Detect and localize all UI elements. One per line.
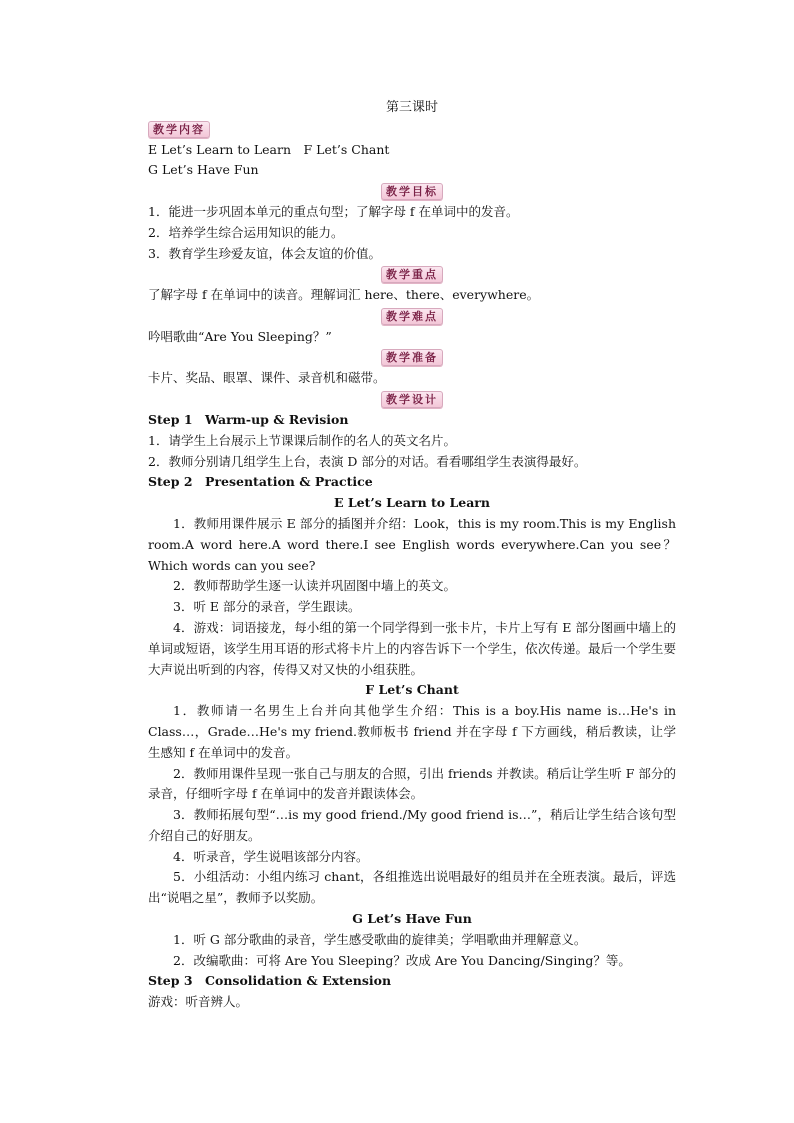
section-f-item: 1．教师请一名男生上台并向其他学生介绍：This is a boy.His name is…He's in Class…，Grade…He's my friend.教师板书 friend 并在字母 f 下方画线，稍后教读，让学生感知 f 在单词中的发音。 — [148, 703, 676, 760]
content-line: G Let’s Have Fun — [148, 162, 259, 178]
key-point-text: 了解字母 f 在单词中的读音。理解词汇 here、there、everywhere。 — [148, 287, 540, 303]
goals-header-row — [148, 181, 676, 202]
prep-header-row — [148, 348, 676, 369]
step3-heading: Step 3 Consolidation & Extension — [148, 973, 392, 989]
prep-header-badge: 教学准备 — [381, 349, 443, 366]
difficulty-header-row — [148, 306, 676, 327]
step2-heading: Step 2 Presentation & Practice — [148, 474, 373, 490]
content-header-badge: 教学内容 — [148, 121, 210, 138]
section-f-item: 3．教师拓展句型“…is my good friend./My good friend is…”，稍后让学生结合该句型介绍自己的好朋友。 — [148, 807, 676, 843]
section-g-item: 1．听 G 部分歌曲的录音，学生感受歌曲的旋律美；学唱歌曲并理解意义。 — [173, 931, 587, 947]
section-g-heading: G Let’s Have Fun — [352, 911, 472, 927]
section-e-item: 2．教师帮助学生逐一认读并巩固图中墙上的英文。 — [173, 578, 456, 594]
design-header-row — [148, 389, 676, 410]
key-header-badge: 教学重点 — [381, 266, 443, 283]
lesson-title: 第三课时 — [385, 100, 438, 115]
step1-item: 2．教师分别请几组学生上台，表演 D 部分的对话。看看哪组学生表演得最好。 — [148, 453, 587, 469]
lesson-plan — [148, 98, 676, 1013]
section-e-item: 4．游戏：词语接龙，每小组的第一个同学得到一张卡片，卡片上写有 E 部分图画中墙上的单词或短语，该学生用耳语的形式将卡片上的内容告诉下一个学生，依次传递。最后一个学生要大声说出听到的内容，传得又对又快的小组获胜。 — [148, 619, 676, 677]
step1-item: 1．请学生上台展示上节课课后制作的名人的英文名片。 — [148, 432, 456, 448]
goal-item: 2．培养学生综合运用知识的能力。 — [148, 224, 344, 240]
difficulty-header-badge: 教学难点 — [381, 308, 443, 325]
section-e-item: 1．教师用课件展示 E 部分的插图并介绍：Look，this is my room.This is my English room.A word here.A word there.I see English words everywhere.Can you see？Which words can you see? — [148, 515, 676, 573]
design-header-badge: 教学设计 — [381, 391, 443, 408]
section-g-item: 2．改编歌曲：可将 Are You Sleeping？改成 Are You Dancing/Singing？等。 — [173, 952, 631, 968]
goals-header-badge: 教学目标 — [381, 183, 443, 200]
prep-text: 卡片、奖品、眼罩、课件、录音机和磁带。 — [148, 370, 386, 386]
step3-text: 游戏：听音辨人。 — [148, 994, 249, 1010]
difficulty-text: 吟唱歌曲“Are You Sleeping？” — [148, 328, 332, 344]
goal-item: 3．教育学生珍爱友谊，体会友谊的价值。 — [148, 245, 381, 261]
section-f-item: 2．教师用课件呈现一张自己与朋友的合照，引出 friends 并教读。稍后让学生听 F 部分的录音，仔细听字母 f 在单词中的发音并跟读体会。 — [148, 765, 676, 802]
content-line: E Let’s Learn to Learn F Let’s Chant — [148, 141, 390, 157]
key-header-row — [148, 264, 676, 285]
section-e-heading: E Let’s Learn to Learn — [334, 495, 490, 511]
step1-heading: Step 1 Warm-up & Revision — [148, 411, 349, 427]
section-f-item: 5．小组活动：小组内练习 chant，各组推选出说唱最好的组员并在全班表演。最后，评选出“说唱之星”，教师予以奖励。 — [148, 869, 676, 906]
section-e-item: 3．听 E 部分的录音，学生跟读。 — [173, 599, 361, 615]
section-f-item: 4．听录音，学生说唱该部分内容。 — [173, 848, 369, 864]
section-f-heading: F Let’s Chant — [365, 682, 459, 698]
content-header-row — [148, 119, 676, 140]
goal-item: 1．能进一步巩固本单元的重点句型；了解字母 f 在单词中的发音。 — [148, 203, 519, 219]
